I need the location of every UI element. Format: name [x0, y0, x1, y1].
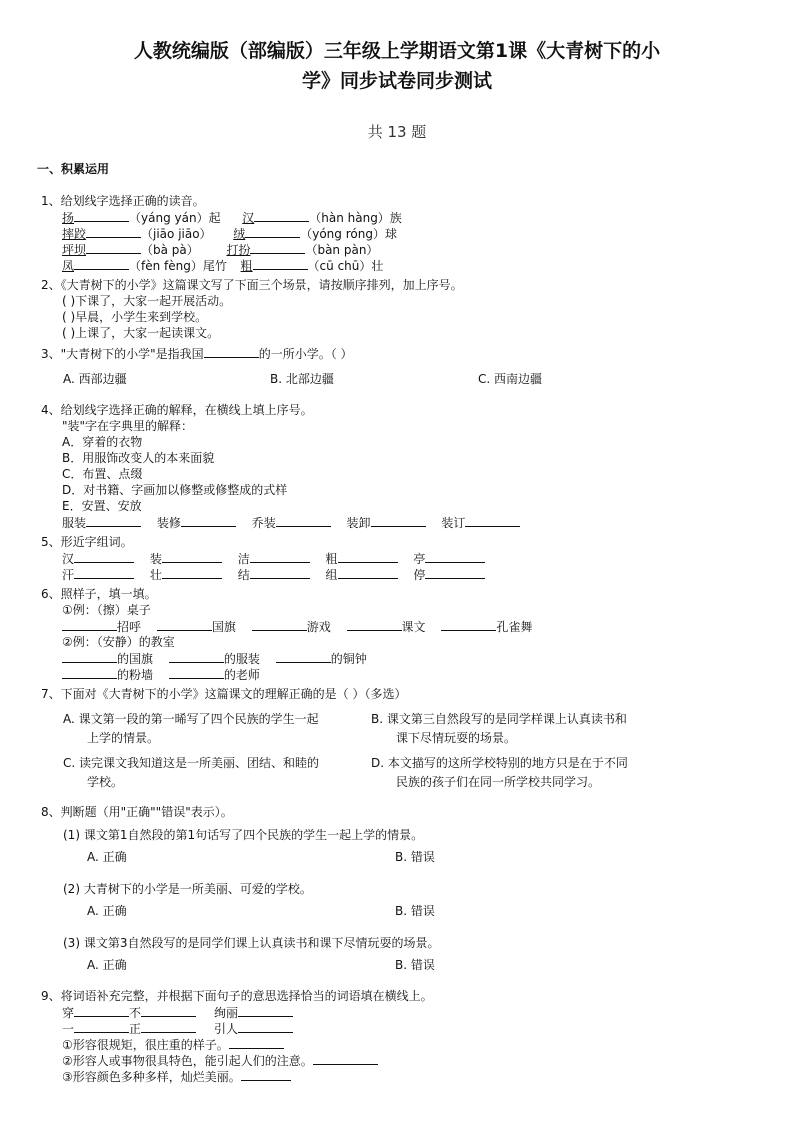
q1-target: 凤	[62, 259, 75, 273]
q6-word: 课文	[401, 620, 426, 634]
answer-blank[interactable]	[441, 618, 496, 631]
q1-target: 汉	[242, 211, 255, 225]
q4-word: 服装	[62, 516, 87, 530]
q7-option-b[interactable]: B. 课文第三自然段写的是同学样课上认真读书和	[371, 712, 627, 726]
answer-blank[interactable]	[157, 618, 212, 631]
q4-line: C．布置、点缀	[62, 467, 143, 481]
q9-word: 一	[62, 1022, 75, 1036]
q7-stem: 7、下面对《大青树下的小学》这篇课文的理解正确的是（ ）（多选）	[41, 687, 407, 701]
q9-word: 不	[129, 1006, 142, 1020]
q9-sentence-text: ①形容很规矩，很庄重的样子。	[62, 1038, 229, 1052]
q4-line: B．用服饰改变人的本来面貌	[62, 451, 215, 465]
q5-row-1	[62, 550, 485, 567]
answer-blank[interactable]	[238, 1020, 293, 1033]
q5-char: 粗	[325, 552, 338, 566]
answer-blank[interactable]	[141, 1020, 196, 1033]
q1-options: （bàn pàn）	[305, 243, 379, 257]
answer-blank[interactable]	[162, 566, 222, 579]
q6-word: 的粉墙	[117, 668, 154, 682]
answer-blank[interactable]	[371, 514, 426, 527]
answer-blank[interactable]	[465, 514, 520, 527]
q4-line: D．对书籍、字画加以修整或修整成的式样	[62, 483, 288, 497]
q1-options: （jiāo jiāo）	[141, 227, 212, 241]
q8-option-false[interactable]: B. 错误	[395, 850, 435, 864]
answer-blank[interactable]	[250, 241, 305, 254]
q4-word: 装卸	[346, 516, 371, 530]
q7-option-b-cont: 课下尽情玩耍的场景。	[396, 731, 517, 745]
q8-option-false[interactable]: B. 错误	[395, 958, 435, 972]
q1-target: 坪坝	[62, 243, 87, 257]
q1-stem: 1、给划线字选择正确的读音。	[41, 194, 205, 208]
q3-option-a[interactable]: A. 西部边疆	[63, 372, 127, 386]
answer-blank[interactable]	[74, 257, 129, 270]
q7-option-d-cont: 民族的孩子们在同一所学校共同学习。	[396, 775, 601, 789]
answer-blank[interactable]	[86, 241, 141, 254]
q1-options: （hàn hàng）族	[309, 211, 402, 225]
answer-blank[interactable]	[276, 650, 331, 663]
answer-blank[interactable]	[162, 550, 222, 563]
q5-char: 汗	[62, 568, 75, 582]
answer-blank[interactable]	[229, 1036, 284, 1049]
q6-stem: 6、照样子，填一填。	[41, 587, 157, 601]
q2-item[interactable]: ( )早晨，小学生来到学校。	[62, 310, 208, 324]
answer-blank[interactable]	[204, 345, 259, 358]
q1-options: （yáng yán）起	[129, 211, 221, 225]
q1-options: （fèn fèng）尾竹	[129, 259, 227, 273]
q6-row-3	[62, 666, 260, 683]
q6-word: 的服装	[223, 652, 260, 666]
q9-sentence-1	[62, 1036, 284, 1053]
q9-word: 绚丽	[214, 1006, 239, 1020]
answer-blank[interactable]	[241, 1068, 291, 1081]
answer-blank[interactable]	[62, 650, 117, 663]
q1-target: 扬	[62, 211, 75, 225]
answer-blank[interactable]	[141, 1004, 196, 1017]
title-line-2: 学》同步试卷同步测试	[301, 70, 492, 92]
q8-stem: 8、判断题（用"正确""错误"表示）。	[41, 805, 233, 819]
answer-blank[interactable]	[74, 1004, 129, 1017]
q4-stem: 4、给划线字选择正确的解释，在横线上填上序号。	[41, 403, 313, 417]
q8-option-true[interactable]: A. 正确	[87, 958, 127, 972]
answer-blank[interactable]	[86, 225, 141, 238]
answer-blank[interactable]	[253, 257, 308, 270]
q2-stem: 2、《大青树下的小学》这篇课文写了下面三个场景，请按顺序排列，加上序号。	[41, 278, 463, 292]
q7-option-a-cont: 上学的情景。	[87, 731, 160, 745]
q9-sentence-text: ②形容人或事物很具特色，能引起人们的注意。	[62, 1054, 313, 1068]
q3-stem-a: 3、"大青树下的小学"是指我国	[41, 347, 204, 361]
q6-word: 的国旗	[117, 652, 154, 666]
answer-blank[interactable]	[169, 666, 224, 679]
q8-option-true[interactable]: A. 正确	[87, 850, 127, 864]
q1-target: 绒	[233, 227, 246, 241]
q1-row-1	[62, 209, 402, 226]
answer-blank[interactable]	[74, 566, 134, 579]
q8-item-question: (1) 课文第1自然段的第1句话写了四个民族的学生一起上学的情景。	[63, 828, 424, 842]
q6-example-2: ②例：（安静）的教室	[62, 635, 175, 649]
q9-word: 穿	[62, 1006, 75, 1020]
q4-word: 乔装	[251, 516, 276, 530]
q6-word: 孔雀舞	[496, 620, 533, 634]
q1-target: 摔跤	[62, 227, 87, 241]
q3-option-c[interactable]: C. 西南边疆	[478, 372, 543, 386]
answer-blank[interactable]	[238, 1004, 293, 1017]
q2-item[interactable]: ( )下课了，大家一起开展活动。	[62, 294, 232, 308]
answer-blank[interactable]	[347, 618, 402, 631]
q1-options: （bà pà）	[141, 243, 199, 257]
title-line-1: 人教统编版（部编版）三年级上学期语文第1课《大青树下的小	[133, 40, 661, 62]
q7-option-c-cont: 学校。	[87, 775, 124, 789]
q8-option-true[interactable]: A. 正确	[87, 904, 127, 918]
answer-blank[interactable]	[74, 1020, 129, 1033]
answer-blank[interactable]	[250, 566, 310, 579]
q5-char: 汉	[62, 552, 75, 566]
q6-word: 的老师	[223, 668, 260, 682]
q9-sentence-text: ③形容颜色多种多样，灿烂美丽。	[62, 1070, 241, 1084]
answer-blank[interactable]	[338, 550, 398, 563]
q9-sentence-2	[62, 1052, 378, 1069]
q1-options: （cū chū）壮	[307, 259, 384, 273]
q6-word: 国旗	[211, 620, 236, 634]
q3-stem	[41, 345, 353, 362]
q8-item-question: (2) 大青树下的小学是一所美丽、可爱的学校。	[63, 882, 312, 896]
answer-blank[interactable]	[62, 618, 117, 631]
q4-word: 装订	[441, 516, 466, 530]
q5-char: 壮	[149, 568, 162, 582]
q1-options: （yóng róng）球	[300, 227, 397, 241]
q1-target: 打扮	[226, 243, 251, 257]
answer-blank[interactable]	[425, 550, 485, 563]
q6-row-2	[62, 650, 367, 667]
q2-item[interactable]: ( )上课了，大家一起读课文。	[62, 326, 220, 340]
section-heading: 一、积累运用	[37, 162, 110, 176]
answer-blank[interactable]	[250, 550, 310, 563]
q3-stem-b: 的一所小学。（ ）	[258, 347, 353, 361]
q9-row-2	[62, 1020, 293, 1037]
q7-option-d[interactable]: D. 本文描写的这所学校特别的地方只是在于不同	[371, 756, 628, 770]
q5-stem: 5、形近字组词。	[41, 535, 133, 549]
q4-words	[62, 514, 520, 531]
q6-word: 游戏	[306, 620, 331, 634]
q4-line: A．穿着的衣物	[62, 435, 143, 449]
q9-word: 引人	[214, 1022, 239, 1036]
q6-word: 招呼	[117, 620, 142, 634]
q6-word: 的铜钟	[330, 652, 367, 666]
q9-sentence-3	[62, 1068, 291, 1085]
page-title	[60, 36, 734, 96]
q5-char: 装	[149, 552, 162, 566]
q5-char: 组	[325, 568, 338, 582]
q5-char: 结	[237, 568, 250, 582]
answer-blank[interactable]	[338, 566, 398, 579]
q4-word: 装修	[156, 516, 181, 530]
q4-line: E．安置、安放	[62, 499, 142, 513]
q9-word: 正	[129, 1022, 142, 1036]
q6-example-1: ①例：（擦）桌子	[62, 603, 151, 617]
answer-blank[interactable]	[86, 514, 141, 527]
q9-stem: 9、将词语补充完整，并根据下面句子的意思选择恰当的词语填在横线上。	[41, 989, 433, 1003]
q1-target: 粗	[240, 259, 253, 273]
answer-blank[interactable]	[425, 566, 485, 579]
q6-row-1	[62, 618, 532, 635]
answer-blank[interactable]	[181, 514, 236, 527]
answer-blank[interactable]	[313, 1052, 378, 1065]
answer-blank[interactable]	[276, 514, 331, 527]
q1-row-4	[62, 257, 383, 274]
q3-option-b[interactable]: B. 北部边疆	[270, 372, 334, 386]
answer-blank[interactable]	[74, 209, 129, 222]
q9-row-1	[62, 1004, 293, 1021]
question-count: 共 13 题	[367, 123, 427, 141]
answer-blank[interactable]	[252, 618, 307, 631]
answer-blank[interactable]	[254, 209, 309, 222]
q5-char: 停	[413, 568, 426, 582]
q5-char: 洁	[237, 552, 250, 566]
q4-line: "装"字在字典里的解释：	[62, 419, 194, 433]
q1-row-3	[62, 241, 378, 258]
q1-row-2	[62, 225, 397, 242]
q8-option-false[interactable]: B. 错误	[395, 904, 435, 918]
q8-item-question: (3) 课文第3自然段写的是同学们课上认真读书和课下尽情玩耍的场景。	[63, 936, 440, 950]
q5-row-2	[62, 566, 485, 583]
q7-option-c[interactable]: C. 读完课文我知道这是一所美丽、团结、和睦的	[63, 756, 320, 770]
q7-option-a[interactable]: A. 课文第一段的第一晞写了四个民族的学生一起	[63, 712, 319, 726]
answer-blank[interactable]	[74, 550, 134, 563]
answer-blank[interactable]	[62, 666, 117, 679]
q5-char: 亭	[413, 552, 426, 566]
answer-blank[interactable]	[245, 225, 300, 238]
answer-blank[interactable]	[169, 650, 224, 663]
